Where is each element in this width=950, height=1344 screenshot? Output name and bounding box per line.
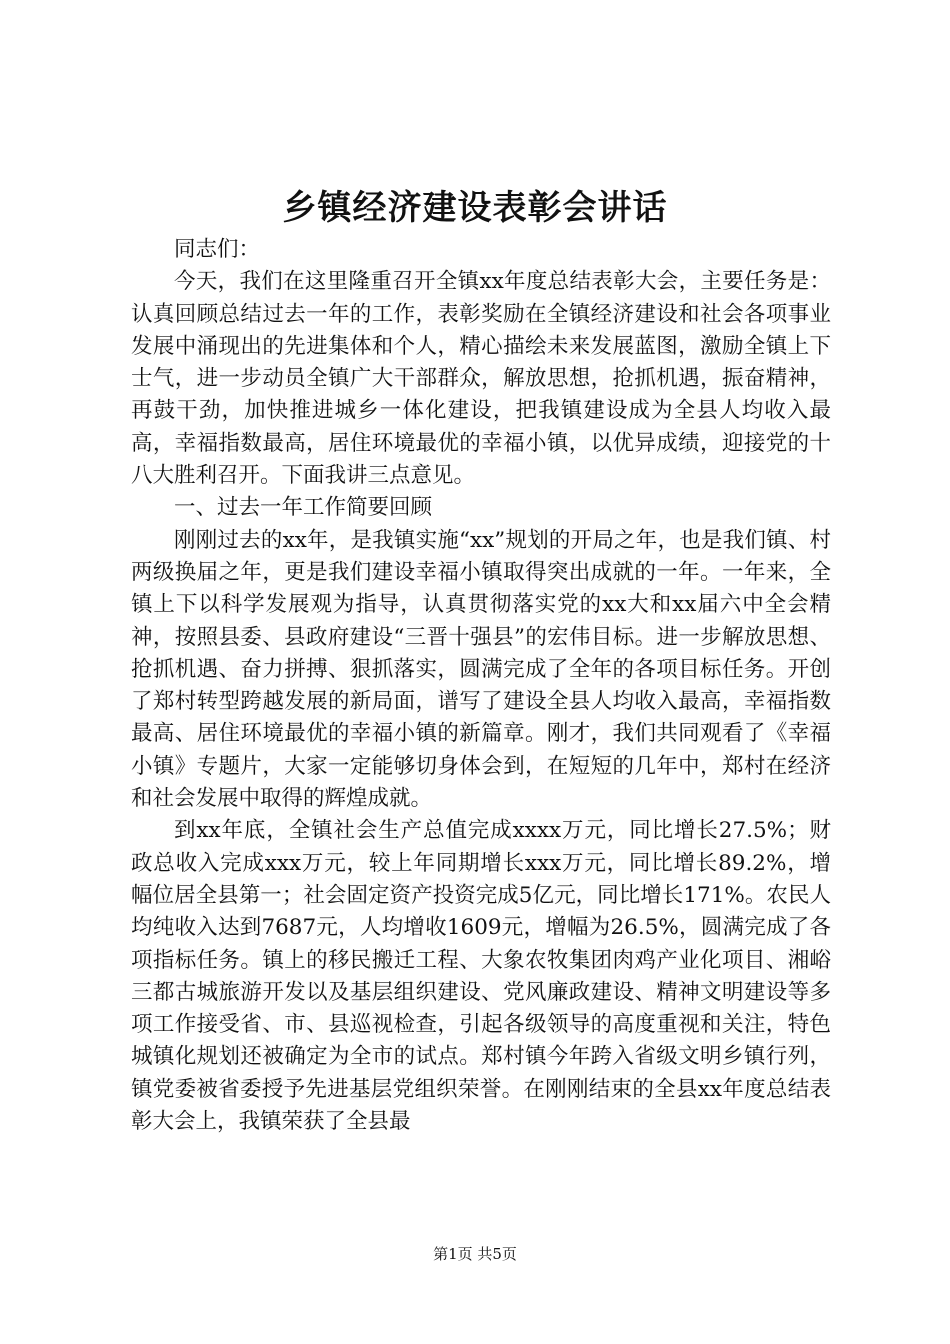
document-body bbox=[131, 234, 831, 1138]
section-heading: 一、过去一年工作简要回顾 bbox=[174, 495, 433, 521]
paragraph-statistics: 到xx年底，全镇社会生产总值完成xxxx万元，同比增长27.5%；财政总收入完成xxx万元，较上年同期增长xxx万元，同比增长89.2%，增幅位居全县第一；社会固定资产投资完成5亿元，同比增长171%。农民人均纯收入达到7687元，人均增收1609元，增幅为26.5%，圆满完成了各项指标任务。镇上的移民搬迁工程、大象农牧集团肉鸡产业化项目、湘峪三都古城旅游开发以及基层组织建设、党风廉政建设、精神文明建设等多项工作接受省、市、县巡视检查，引起各级领导的高度重视和关注，特色城镇化规划还被确定为全市的试点。郑村镇今年跨入省级文明乡镇行列，镇党委被省委授予先进基层党组织荣誉。在刚刚结束的全县xx年度总结表彰大会上，我镇荣获了全县最 bbox=[131, 818, 831, 1135]
salutation: 同志们： bbox=[174, 237, 261, 262]
page-number-footer: 第1页 共5页 bbox=[433, 1245, 517, 1263]
paragraph-review: 刚刚过去的xx年，是我镇实施“xx”规划的开局之年，也是我们镇、村两级换届之年，更是我们建设幸福小镇取得突出成就的一年。一年来，全镇上下以科学发展观为指导，认真贯彻落实党的xx大和xx届六中全会精神，按照县委、县政府建设“三晋十强县”的宏伟目标。进一步解放思想、抢抓机遇、奋力拼搏、狠抓落实，圆满完成了全年的各项目标任务。开创了郑村转型跨越发展的新局面，谱写了建设全县人均收入最高，幸福指数最高、居住环境最优的幸福小镇的新篇章。刚才，我们共同观看了《幸福小镇》专题片，大家一定能够切身体会到，在短短的几年中，郑村在经济和社会发展中取得的辉煌成就。 bbox=[131, 527, 831, 812]
document-title: 乡镇经济建设表彰会讲话 bbox=[282, 188, 668, 228]
paragraph-intro: 今天，我们在这里隆重召开全镇xx年度总结表彰大会，主要任务是：认真回顾总结过去一年的工作，表彰奖励在全镇经济建设和社会各项事业发展中涌现出的先进集体和个人，精心描绘未来发展蓝图，激励全镇上下士气，进一步动员全镇广大干部群众，解放思想，抢抓机遇，振奋精神，再鼓干劲，加快推进城乡一体化建设，把我镇建设成为全县人均收入最高，幸福指数最高，居住环境最优的幸福小镇，以优异成绩，迎接党的十八大胜利召开。下面我讲三点意见。 bbox=[131, 269, 831, 489]
